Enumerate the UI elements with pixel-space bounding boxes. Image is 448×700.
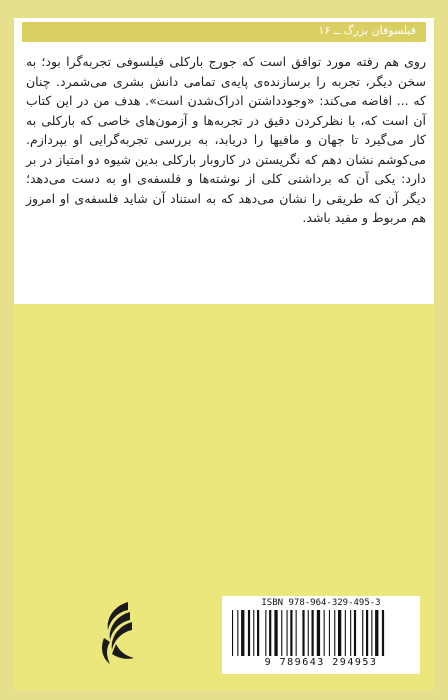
series-label: فیلسوفان بزرگ ــ ۱۶ (318, 24, 416, 37)
blurb-paragraph: روی هم رفته مورد توافق است که جورج بارکلی فیلسوفی تجربه‌گرا بود؛ به سخن دیگر، تجربه را برسازنده‌ی پایه‌ی تمامی دانش بشری می‌شمرد. چنان که ... افاضه می‌کند: «وجودداشتن ادراک‌شدن است». هدف من در این کتاب آن است که، با نظرکردن دقیق در تجربه‌ها و آزمون‌های خاصی که بارکلی به کار می‌گیرد تا جهان و مافیها را دریابد، به بررسی تجربه‌گرایی او بپردازم. می‌کوشم نشان دهم که نگریستن در کاروبار بارکلی بدین شیوه دو امتیاز در بر دارد: یکی آن که برداشتی کلی از نوشته‌ها و فلسفه‌ی او به دست می‌دهد؛ دیگر آن که طریقی را نشان می‌دهد که به استناد آن شاید فلسفه‌ی او امروز هم مربوط و مفید باشد. (26, 54, 426, 225)
barcode-icon (230, 610, 412, 656)
blurb-text (26, 52, 426, 228)
barcode-box (222, 596, 420, 674)
publisher-logo-icon (96, 598, 140, 666)
barcode-number: 9 789643 294953 (264, 657, 378, 668)
isbn-text: ISBN 978-964-329-495-3 (261, 598, 381, 608)
series-banner (22, 22, 426, 42)
